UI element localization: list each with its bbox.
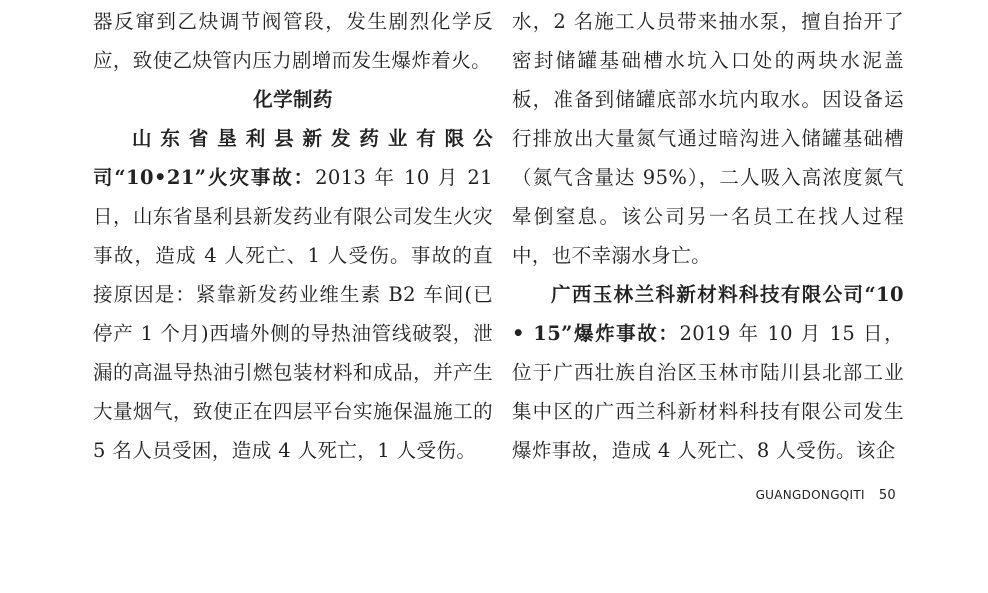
publication-name: GUANGDONGQITI [755,488,865,502]
case-title-guangxi: 广西玉林兰科新材料科技有限公司“10 • 15”爆炸事故： [512,283,904,345]
case-title-shandong: 山东省垦利县新发药业有限公司“10•21”火灾事故： [93,127,493,189]
case-paragraph-shandong [93,119,493,470]
case-body-guangxi: 2019 年 10 月 15 日，位于广西壮族自治区玉林市陆川县北部工业集中区的广西兰科新材料科技有限公司发生爆炸事故，造成 4 人死亡、8 人受伤。该企 [512,322,904,462]
right-intro-paragraph: 水，2 名施工人员带来抽水泵，擅自抬开了密封储罐基础槽水坑入口处的两块水泥盖板，准备到储罐底部水坑内取水。因设备运行排放出大量氮气通过暗沟进入储罐基础槽（氮气含量达 95%），二人吸入高浓度氮气晕倒窒息。该公司另一名员工在找人过程中，也不幸溺水身亡。 [512,10,904,267]
right-column [512,2,904,470]
left-intro-paragraph: 器反窜到乙炔调节阀管段，发生剧烈化学反应，致使乙炔管内压力剧增而发生爆炸着火。 [93,10,493,72]
left-column [93,2,493,470]
section-heading: 化学制药 [253,88,333,111]
page-footer [756,488,896,503]
case-body-shandong: 2013 年 10 月 21 日，山东省垦利县新发药业有限公司发生火灾事故，造成 4 人死亡、1 人受伤。事故的直接原因是：紧靠新发药业维生素 B2 车间(已停产 1 个月)西墙外侧的导热油管线破裂，泄漏的高温导热油引燃包装材料和成品，并产生大量烟气，致使正在四层平台实施保温施工的 5 名人员受困，造成 4 人死亡，1 人受伤。 [93,166,493,462]
page-number: 50 [878,488,896,503]
case-paragraph-guangxi [512,275,904,470]
